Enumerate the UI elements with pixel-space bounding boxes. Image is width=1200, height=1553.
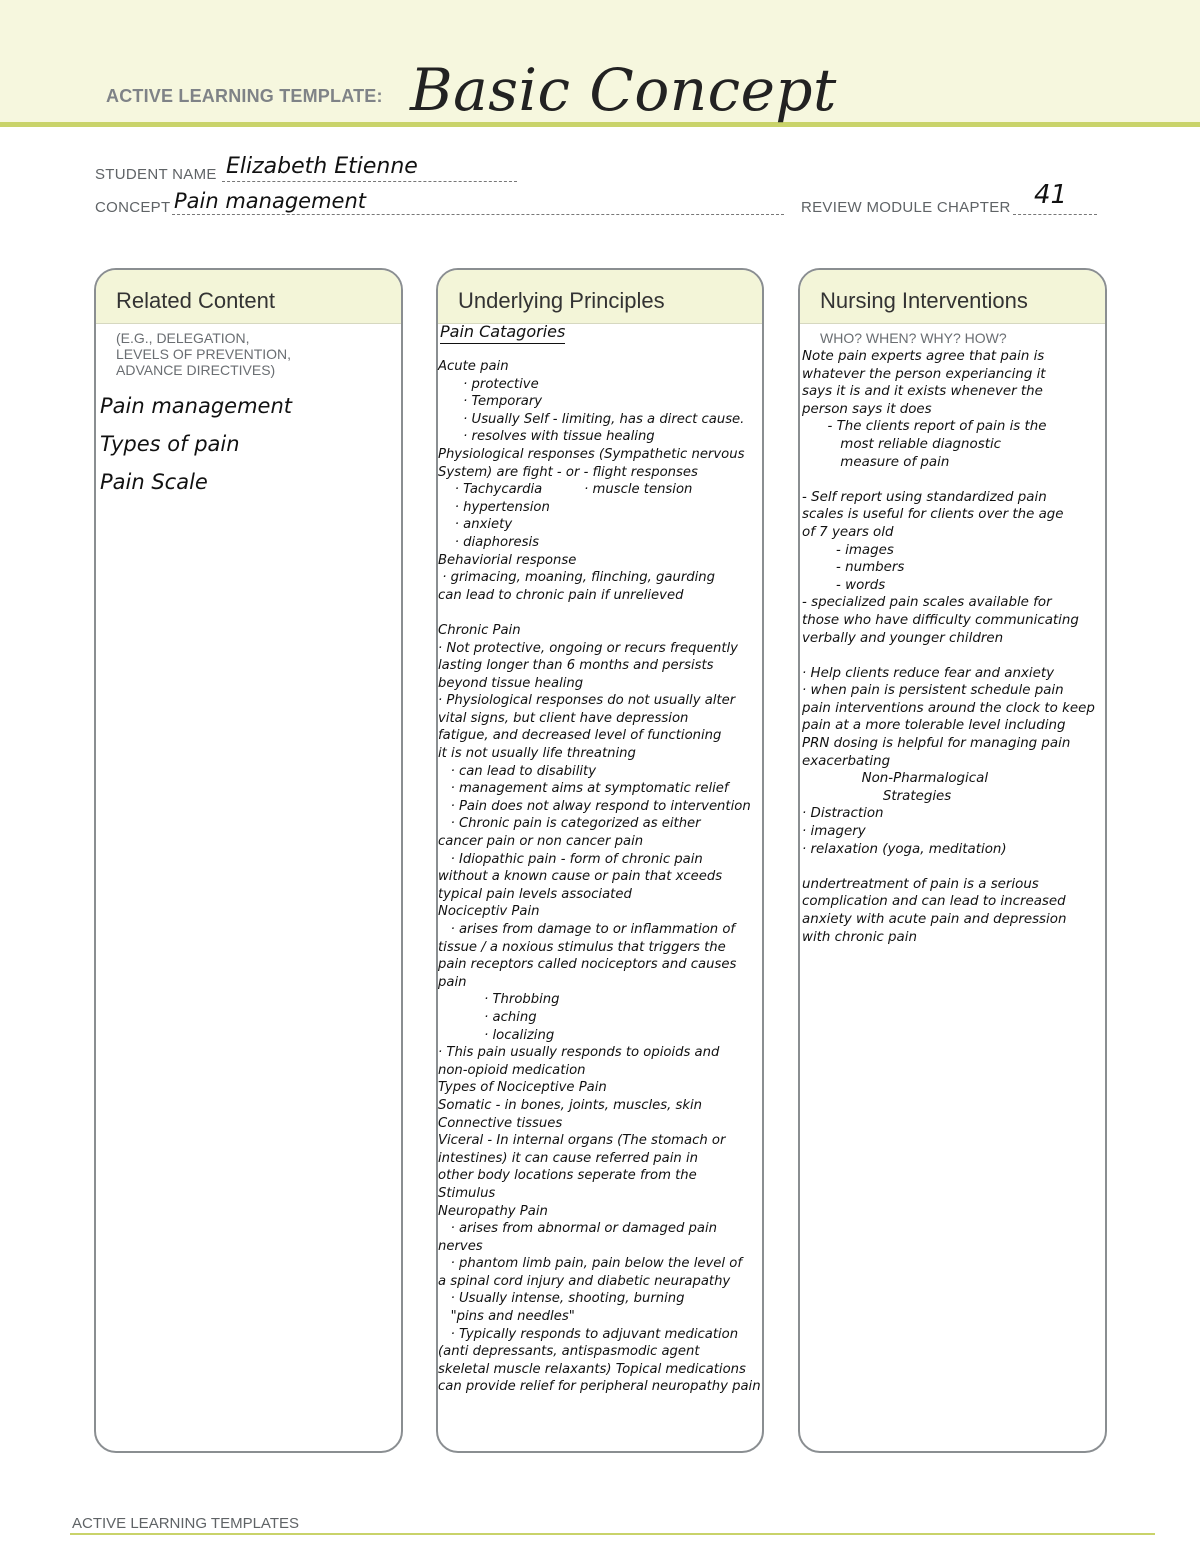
student-name-label: STUDENT NAME [95, 166, 217, 183]
review-chapter-label: REVIEW MODULE CHAPTER [801, 199, 1011, 216]
nursing-interventions-panel [798, 268, 1107, 1453]
template-title: Basic Concept [410, 56, 837, 124]
related-content-panel [94, 268, 403, 1453]
related-content-subtitle: (E.G., DELEGATION, LEVELS OF PREVENTION, ADVANCE DIRECTIVES) [116, 330, 292, 378]
nursing-interventions-notes: Note pain experts agree that pain is whatever the person experiancing it says it is and it exists whenever the person says it does - The clients report of pain is the most reliable diagnostic measure of pain - Self report using standardized pain scales is useful for clients over the age of 7 years old - images - numbers - words - specialized pain scales available for those who have difficulty communicating verbally and younger children · Help clients reduce fear and anxiety · when pain is persistent schedule pain pain interventions around the clock to keep pain at a more tolerable level including PRN dosing is helpful for managing pain exacerbating Non-Pharmalogical Strategies · Distraction · imagery · relaxation (yoga, meditation) undertreatment of pain is a serious complication and can lead to increased anxiety with acute pain and depression with chronic pain [802, 349, 1095, 945]
template-label: ACTIVE LEARNING TEMPLATE: [106, 86, 383, 106]
nursing-interventions-title: Nursing Interventions [800, 270, 1105, 324]
list-item: Pain Scale [100, 470, 208, 494]
footer-rule [70, 1533, 1155, 1535]
review-chapter-value[interactable]: 41 [1034, 180, 1068, 210]
student-name-value[interactable]: Elizabeth Etienne [226, 154, 418, 179]
pain-categories-heading: Pain Catagories [440, 322, 565, 344]
student-name-line [222, 181, 517, 182]
list-item: Types of pain [100, 432, 240, 456]
concept-value[interactable]: Pain management [174, 189, 367, 213]
concept-line [172, 214, 784, 215]
nursing-interventions-subtitle: WHO? WHEN? WHY? HOW? [820, 330, 1007, 346]
related-content-list [100, 394, 292, 508]
review-chapter-line [1013, 214, 1097, 215]
list-item: Pain management [100, 394, 293, 418]
footer-label: ACTIVE LEARNING TEMPLATES [72, 1515, 299, 1532]
underlying-principles-title: Underlying Principles [438, 270, 762, 324]
concept-label: CONCEPT [95, 199, 171, 216]
related-content-title: Related Content [96, 270, 401, 324]
underlying-principles-notes: Acute pain · protective · Temporary · Usually Self - limiting, has a direct cause. · resolves with tissue healing Physiological responses (Sympathetic nervous System) are fight - or - flight responses · Tachycardia · muscle tension · hypertension · anxiety · diaphoresis Behaviorial response · grimacing, moaning, flinching, gaurding can lead to chronic pain if unrelieved Chronic Pain · Not protective, ongoing or recurs frequently lasting longer than 6 months and persists beyond tissue healing · Physiological responses do not usually alter vital signs, but client have depression fatigue, and decreased level of functioning it is not usually life threatning · can lead to disability · management aims at symptomatic relief · Pain does not alway respond to intervention · Chronic pain is categorized as either cancer pain or non cancer pain · Idiopathic pain - form of chronic pain without a known cause or pain that xceeds typical pain levels associated Nociceptiv Pain · arises from damage to or inflammation of tissue / a noxious stimulus that triggers the pain receptors called nociceptors and causes pain · Throbbing · aching · localizing · This pain usually responds to opioids and non-opioid medication Types of Nociceptive Pain Somatic - in bones, joints, muscles, skin Connective tissues Viceral - In internal organs (The stomach or intestines) it can cause referred pain in other body locations seperate from the Stimulus Neuropathy Pain · arises from abnormal or damaged pain nerves · phantom limb pain, pain below the level of a spinal cord injury and diabetic neurapathy · Usually intense, shooting, burning "pins and needles" · Typically responds to adjuvant medication (anti depressants, antispasmodic agent skeletal muscle relaxants) Topical medications can provide relief for peripheral neuropathy pain [438, 359, 761, 1395]
underlying-principles-panel [436, 268, 764, 1453]
